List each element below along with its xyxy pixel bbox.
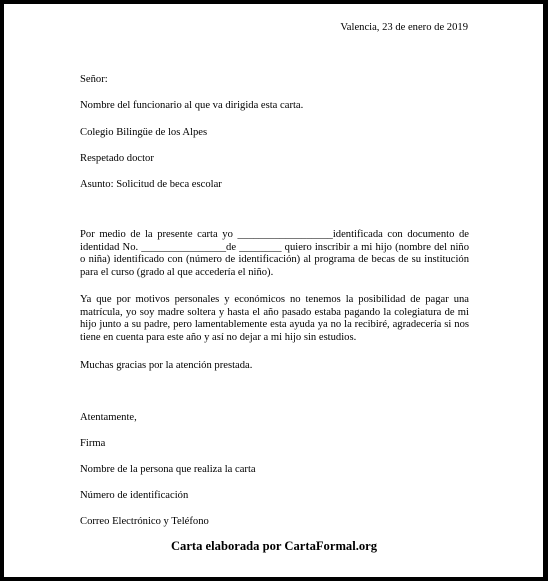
id-number-label: Número de identificación bbox=[80, 490, 189, 501]
salutation: Señor: bbox=[80, 74, 108, 85]
letter-date: Valencia, 23 de enero de 2019 bbox=[340, 22, 468, 33]
greeting: Respetado doctor bbox=[80, 153, 154, 164]
recipient-institution: Colegio Bilingüe de los Alpes bbox=[80, 127, 208, 138]
body-paragraph-request: Por medio de la presente carta yo __________________identificada con documento de identidad No. ________________de ________ quiero inscribir a mi hijo (nombre del niño o niña) identificado con (número de identificación) al programa de becas de su institución para el curso (grado al que accedería el niño). bbox=[80, 229, 469, 278]
footer-credit: Carta elaborada por CartaFormal.org bbox=[170, 539, 378, 553]
body-paragraph-reason: Ya que por motivos personales y económicos no tenemos la posibilidad de pagar una matrícula, yo soy madre soltera y hasta el año pasado estaba pagando la colegiatura de mi hijo junto a su padre, pero lamentablemente esta ayuda ya no la recibiré, agradecería si nos tiene en cuenta para este año y así no dejar a mi hijo sin estudios. bbox=[80, 294, 469, 343]
contact-label: Correo Electrónico y Teléfono bbox=[80, 516, 209, 527]
recipient-official-name: Nombre del funcionario al que va dirigida esta carta. bbox=[80, 100, 304, 111]
subject-line: Asunto: Solicitud de beca escolar bbox=[80, 179, 222, 190]
signature-label: Firma bbox=[80, 438, 106, 449]
closing: Atentamente, bbox=[80, 412, 137, 423]
sender-name-label: Nombre de la persona que realiza la carta bbox=[80, 464, 256, 475]
thanks-line: Muchas gracias por la atención prestada. bbox=[80, 360, 253, 371]
